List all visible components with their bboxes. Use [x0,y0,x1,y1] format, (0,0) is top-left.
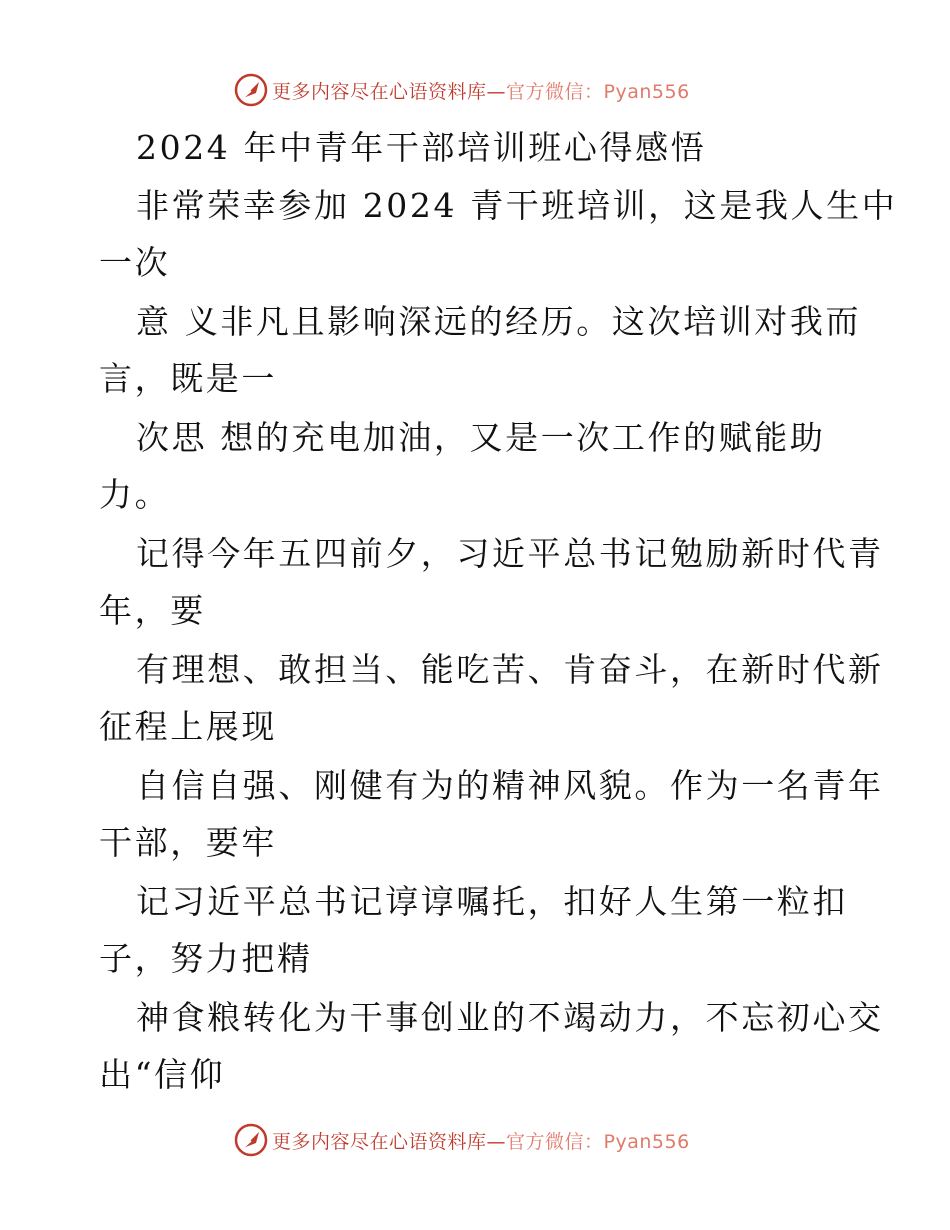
quill-logo-icon [234,1123,268,1157]
text-line: 一次 [99,243,171,282]
text-line: 神食粮转化为干事创业的不竭动力，不忘初心交 [136,998,884,1037]
text-line: 言，既是一 [99,359,277,398]
text-line: 年，要 [99,591,206,630]
text-line: 记习近平总书记谆谆嘱托，扣好人生第一粒扣 [136,882,848,921]
text-line: 有理想、敢担当、能吃苦、肯奋斗，在新时代新 [136,650,884,689]
text-line: 意 义非凡且影响深远的经历。这次培训对我而 [136,302,862,341]
quill-logo-icon [234,73,268,107]
document-title: 2024 年中青年干部培训班心得感悟 [136,128,707,167]
banner-text: 更多内容尽在心语资料库—官方微信：Pyan556 [272,1130,690,1153]
banner-text: 更多内容尽在心语资料库—官方微信：Pyan556 [272,80,690,103]
text-line: 记得今年五四前夕，习近平总书记勉励新时代青 [136,534,884,573]
text-line: 次思 想的充电加油，又是一次工作的赋能助 [136,418,826,457]
text-line: 自信自强、刚健有为的精神风貌。作为一名青年 [136,766,884,805]
text-line: 子，努力把精 [99,939,313,978]
text-line: 征程上展现 [99,707,277,746]
footer-watermark-banner [234,1122,714,1158]
text-line: 干部，要牢 [99,823,277,862]
text-line: 力。 [99,475,171,514]
text-line: 非常荣幸参加 2024 青干班培训，这是我人生中 [136,186,898,225]
header-watermark-banner [234,72,714,108]
text-line: 出“信仰 [99,1055,226,1094]
